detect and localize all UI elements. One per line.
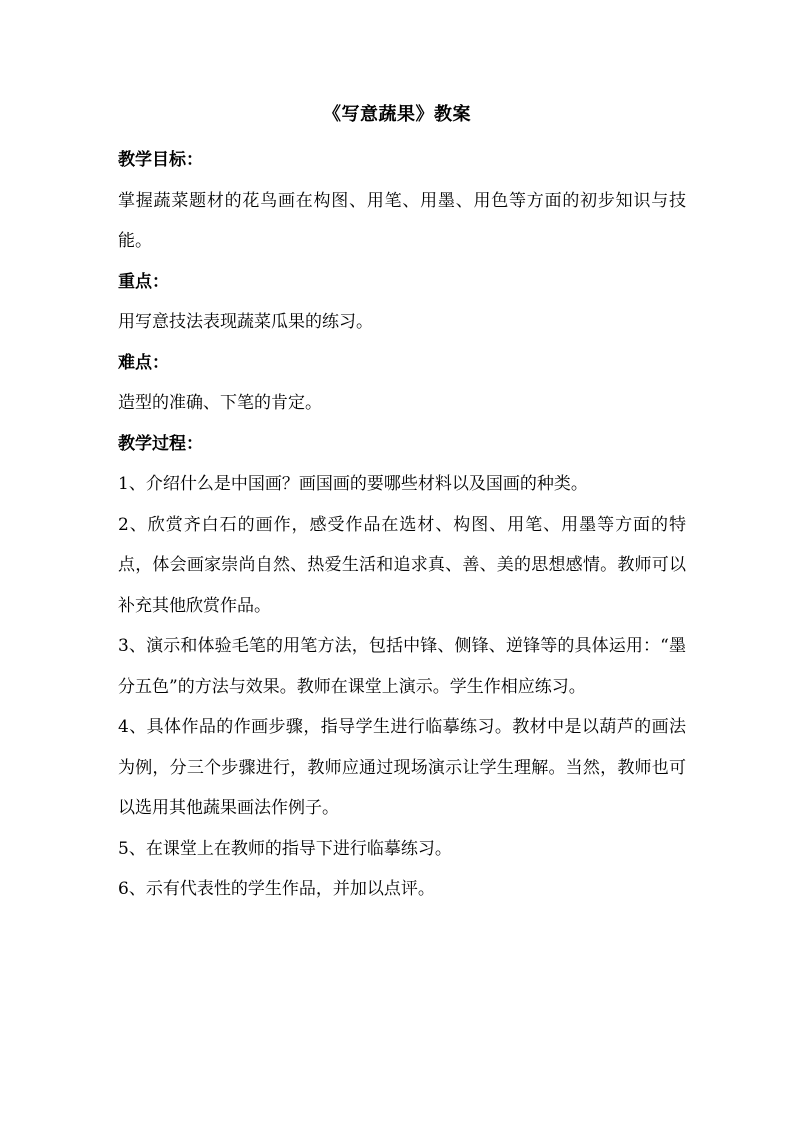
section-heading-process: 教学过程： — [118, 433, 203, 454]
process-step-5: 5、在课堂上在教师的指导下进行临摹练习。 — [118, 838, 452, 859]
section-heading-key-points: 重点： — [118, 271, 169, 292]
section-text-objectives: 掌握蔬菜题材的花鸟画在构图、用笔、用墨、用色等方面的初步知识与技能。 — [118, 190, 686, 251]
section-heading-difficulties: 难点： — [118, 352, 169, 373]
process-step-4: 4、具体作品的作画步骤，指导学生进行临摹练习。教材中是以葫芦的画法为例，分三个步骤进行，教师应通过现场演示让学生理解。当然，教师也可以选用其他蔬果画法作例子。 — [118, 717, 686, 818]
process-step-2: 2、欣赏齐白石的画作，感受作品在选材、构图、用笔、用墨等方面的特点，体会画家崇尚自然、热爱生活和追求真、善、美的思想感情。教师可以补充其他欣赏作品。 — [118, 514, 686, 616]
document-body — [118, 140, 686, 910]
process-step-6: 6、示有代表性的学生作品，并加以点评。 — [118, 879, 435, 899]
process-step-3: 3、演示和体验毛笔的用笔方法，包括中锋、侧锋、逆锋等的具体运用：“墨分五色”的方法与效果。教师在课堂上演示。学生作相应练习。 — [118, 636, 686, 697]
document-title: 《写意蔬果》教案 — [323, 104, 471, 125]
process-step-1: 1、介绍什么是中国画？画国画的要哪些材料以及国画的种类。 — [118, 474, 588, 494]
section-heading-objectives: 教学目标： — [118, 150, 203, 170]
section-text-difficulties: 造型的准确、下笔的肯定。 — [118, 393, 322, 413]
section-text-key-points: 用写意技法表现蔬菜瓜果的练习。 — [118, 312, 373, 332]
